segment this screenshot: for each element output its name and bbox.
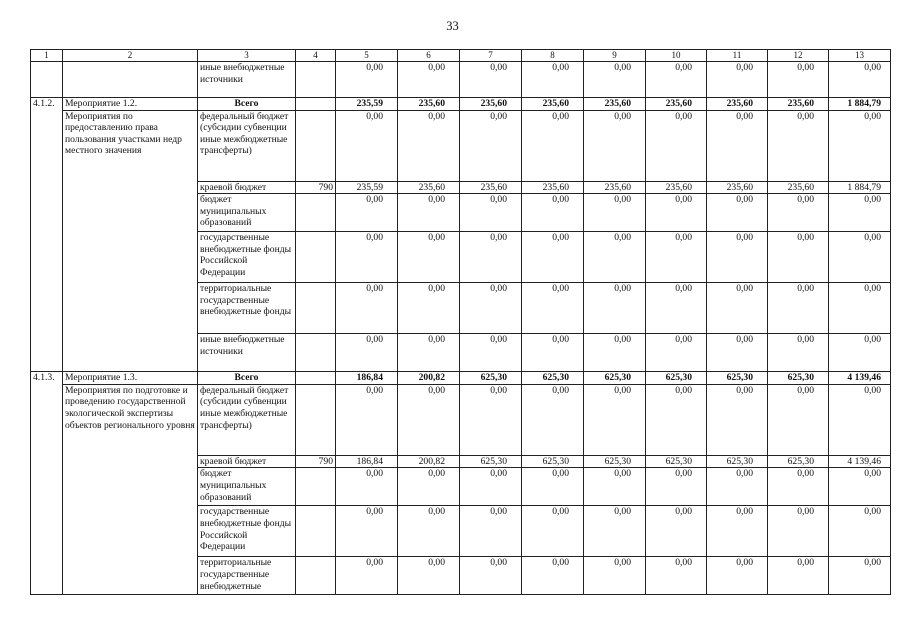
value-cell: 625,30 bbox=[460, 455, 522, 468]
value-cell: 235,60 bbox=[707, 181, 768, 194]
value-cell: 0,00 bbox=[398, 334, 460, 372]
total-row bbox=[31, 372, 891, 385]
value-cell: 0,00 bbox=[398, 110, 460, 181]
table-row bbox=[31, 334, 891, 372]
value-cell: 625,30 bbox=[522, 455, 584, 468]
value-cell: 625,30 bbox=[646, 455, 707, 468]
value-cell: 0,00 bbox=[707, 334, 768, 372]
value-cell: 0,00 bbox=[768, 232, 829, 283]
total-value-cell: 0,00 bbox=[829, 506, 891, 557]
value-cell: 0,00 bbox=[398, 506, 460, 557]
item-description-cell bbox=[63, 506, 198, 557]
value-cell: 0,00 bbox=[707, 62, 768, 98]
value-cell: 0,00 bbox=[522, 194, 584, 232]
value-cell: 235,60 bbox=[398, 181, 460, 194]
value-cell: 0,00 bbox=[646, 468, 707, 506]
budget-code-cell bbox=[296, 62, 336, 98]
table-row bbox=[31, 506, 891, 557]
value-cell: 0,00 bbox=[646, 110, 707, 181]
column-number-row bbox=[31, 50, 891, 62]
value-cell: 0,00 bbox=[460, 384, 522, 455]
value-cell: 0,00 bbox=[522, 384, 584, 455]
funding-source-cell: иные внебюджетные источники bbox=[198, 62, 296, 98]
value-cell: 0,00 bbox=[522, 506, 584, 557]
column-number-cell: 9 bbox=[584, 50, 646, 62]
value-cell: 0,00 bbox=[768, 283, 829, 334]
value-cell: 0,00 bbox=[768, 62, 829, 98]
item-description-cell bbox=[63, 455, 198, 468]
value-cell: 0,00 bbox=[460, 232, 522, 283]
table-row bbox=[31, 62, 891, 98]
value-cell: 0,00 bbox=[707, 194, 768, 232]
value-cell: 0,00 bbox=[707, 557, 768, 595]
item-code-cell bbox=[31, 455, 63, 468]
value-cell: 0,00 bbox=[336, 468, 398, 506]
funding-source-cell: федеральный бюджет (субсидии субвенции иные межбюджетные трансферты) bbox=[198, 110, 296, 181]
value-cell: 0,00 bbox=[336, 334, 398, 372]
total-value-cell: 0,00 bbox=[829, 334, 891, 372]
item-code-cell bbox=[31, 181, 63, 194]
value-cell: 235,60 bbox=[398, 98, 460, 111]
column-number-cell: 11 bbox=[707, 50, 768, 62]
budget-code-cell bbox=[296, 372, 336, 385]
item-code-cell bbox=[31, 283, 63, 334]
value-cell: 0,00 bbox=[768, 468, 829, 506]
value-cell: 235,60 bbox=[460, 98, 522, 111]
value-cell: 0,00 bbox=[646, 232, 707, 283]
item-code-cell bbox=[31, 232, 63, 283]
value-cell: 0,00 bbox=[707, 110, 768, 181]
value-cell: 0,00 bbox=[336, 110, 398, 181]
item-code-cell bbox=[31, 110, 63, 181]
item-code-cell bbox=[31, 557, 63, 595]
value-cell: 200,82 bbox=[398, 455, 460, 468]
value-cell: 625,30 bbox=[460, 372, 522, 385]
value-cell: 0,00 bbox=[646, 557, 707, 595]
value-cell: 235,60 bbox=[522, 98, 584, 111]
item-description-cell: Мероприятие 1.2. bbox=[63, 98, 198, 111]
value-cell: 0,00 bbox=[336, 557, 398, 595]
item-code-cell bbox=[31, 468, 63, 506]
column-number-cell: 12 bbox=[768, 50, 829, 62]
page-number: 33 bbox=[446, 19, 459, 33]
value-cell: 0,00 bbox=[336, 62, 398, 98]
value-cell: 625,30 bbox=[768, 455, 829, 468]
funding-source-cell: государственные внебюджетные фонды Российской Федерации bbox=[198, 506, 296, 557]
budget-code-cell: 790 bbox=[296, 181, 336, 194]
item-description-cell bbox=[63, 557, 198, 595]
column-number-cell: 4 bbox=[296, 50, 336, 62]
value-cell: 235,60 bbox=[707, 98, 768, 111]
funding-source-cell: краевой бюджет bbox=[198, 181, 296, 194]
table-row bbox=[31, 468, 891, 506]
funding-source-cell: Всего bbox=[198, 98, 296, 111]
funding-source-cell: территориальные государственные внебюджетные фонды bbox=[198, 283, 296, 334]
column-number-cell: 8 bbox=[522, 50, 584, 62]
total-value-cell: 4 139,46 bbox=[829, 372, 891, 385]
value-cell: 235,59 bbox=[336, 98, 398, 111]
budget-code-cell bbox=[296, 557, 336, 595]
column-number-cell: 3 bbox=[198, 50, 296, 62]
column-number-cell: 5 bbox=[336, 50, 398, 62]
value-cell: 0,00 bbox=[336, 232, 398, 283]
value-cell: 0,00 bbox=[460, 194, 522, 232]
column-number-cell: 1 bbox=[31, 50, 63, 62]
funding-source-cell: Всего bbox=[198, 372, 296, 385]
table-row bbox=[31, 455, 891, 468]
value-cell: 0,00 bbox=[522, 110, 584, 181]
funding-source-cell: иные внебюджетные источники bbox=[198, 334, 296, 372]
value-cell: 235,60 bbox=[768, 98, 829, 111]
column-number-cell: 7 bbox=[460, 50, 522, 62]
value-cell: 186,84 bbox=[336, 455, 398, 468]
item-description-cell: Мероприятие 1.3. bbox=[63, 372, 198, 385]
value-cell: 0,00 bbox=[584, 62, 646, 98]
item-description-cell bbox=[63, 283, 198, 334]
value-cell: 0,00 bbox=[336, 283, 398, 334]
funding-source-cell: бюджет муниципальных образований bbox=[198, 468, 296, 506]
funding-source-cell: федеральный бюджет (субсидии субвенции иные межбюджетные трансферты) bbox=[198, 384, 296, 455]
budget-table bbox=[30, 49, 891, 595]
value-cell: 0,00 bbox=[460, 110, 522, 181]
value-cell: 0,00 bbox=[460, 506, 522, 557]
item-description-cell: Мероприятия по подготовке и проведению государственной экологической экспертизы объектов регионального уровня bbox=[63, 384, 198, 455]
total-value-cell: 0,00 bbox=[829, 384, 891, 455]
value-cell: 0,00 bbox=[398, 232, 460, 283]
value-cell: 0,00 bbox=[398, 468, 460, 506]
value-cell: 235,60 bbox=[522, 181, 584, 194]
total-value-cell: 0,00 bbox=[829, 62, 891, 98]
total-value-cell: 4 139,46 bbox=[829, 455, 891, 468]
value-cell: 625,30 bbox=[707, 455, 768, 468]
value-cell: 235,60 bbox=[768, 181, 829, 194]
value-cell: 0,00 bbox=[768, 557, 829, 595]
value-cell: 0,00 bbox=[646, 283, 707, 334]
value-cell: 625,30 bbox=[768, 372, 829, 385]
value-cell: 200,82 bbox=[398, 372, 460, 385]
value-cell: 625,30 bbox=[707, 372, 768, 385]
budget-code-cell bbox=[296, 232, 336, 283]
item-code-cell bbox=[31, 506, 63, 557]
table-row bbox=[31, 384, 891, 455]
item-code-cell bbox=[31, 384, 63, 455]
table-row bbox=[31, 194, 891, 232]
item-description-cell bbox=[63, 181, 198, 194]
table-row bbox=[31, 232, 891, 283]
budget-code-cell bbox=[296, 506, 336, 557]
value-cell: 0,00 bbox=[768, 110, 829, 181]
item-description-cell bbox=[63, 62, 198, 98]
value-cell: 625,30 bbox=[646, 372, 707, 385]
value-cell: 0,00 bbox=[398, 557, 460, 595]
value-cell: 0,00 bbox=[522, 232, 584, 283]
value-cell: 0,00 bbox=[398, 62, 460, 98]
total-value-cell: 0,00 bbox=[829, 110, 891, 181]
value-cell: 0,00 bbox=[522, 283, 584, 334]
total-value-cell: 0,00 bbox=[829, 194, 891, 232]
total-row bbox=[31, 98, 891, 111]
item-description-cell: Мероприятия по предоставлению права пользования участками недр местного значения bbox=[63, 110, 198, 181]
value-cell: 186,84 bbox=[336, 372, 398, 385]
value-cell: 0,00 bbox=[584, 334, 646, 372]
value-cell: 0,00 bbox=[584, 283, 646, 334]
value-cell: 0,00 bbox=[646, 62, 707, 98]
total-value-cell: 0,00 bbox=[829, 557, 891, 595]
value-cell: 0,00 bbox=[584, 557, 646, 595]
item-code-cell: 4.1.3. bbox=[31, 372, 63, 385]
value-cell: 625,30 bbox=[584, 455, 646, 468]
item-code-cell bbox=[31, 62, 63, 98]
value-cell: 0,00 bbox=[522, 557, 584, 595]
column-number-cell: 10 bbox=[646, 50, 707, 62]
table-row bbox=[31, 181, 891, 194]
budget-code-cell bbox=[296, 98, 336, 111]
value-cell: 625,30 bbox=[584, 372, 646, 385]
item-description-cell bbox=[63, 334, 198, 372]
item-code-cell: 4.1.2. bbox=[31, 98, 63, 111]
value-cell: 0,00 bbox=[707, 384, 768, 455]
value-cell: 0,00 bbox=[522, 62, 584, 98]
value-cell: 0,00 bbox=[646, 194, 707, 232]
value-cell: 235,60 bbox=[584, 98, 646, 111]
item-code-cell bbox=[31, 194, 63, 232]
budget-code-cell bbox=[296, 468, 336, 506]
value-cell: 0,00 bbox=[398, 283, 460, 334]
total-value-cell: 0,00 bbox=[829, 468, 891, 506]
funding-source-cell: бюджет муниципальных образований bbox=[198, 194, 296, 232]
value-cell: 0,00 bbox=[398, 384, 460, 455]
value-cell: 0,00 bbox=[707, 232, 768, 283]
item-description-cell bbox=[63, 232, 198, 283]
value-cell: 0,00 bbox=[768, 384, 829, 455]
value-cell: 0,00 bbox=[707, 283, 768, 334]
column-number-cell: 2 bbox=[63, 50, 198, 62]
budget-code-cell bbox=[296, 283, 336, 334]
value-cell: 0,00 bbox=[584, 384, 646, 455]
budget-code-cell bbox=[296, 384, 336, 455]
value-cell: 235,60 bbox=[460, 181, 522, 194]
value-cell: 0,00 bbox=[460, 334, 522, 372]
item-description-cell bbox=[63, 468, 198, 506]
value-cell: 0,00 bbox=[646, 506, 707, 557]
column-number-cell: 13 bbox=[829, 50, 891, 62]
value-cell: 0,00 bbox=[522, 334, 584, 372]
total-value-cell: 1 884,79 bbox=[829, 181, 891, 194]
table-row bbox=[31, 283, 891, 334]
value-cell: 0,00 bbox=[460, 468, 522, 506]
value-cell: 0,00 bbox=[584, 506, 646, 557]
value-cell: 0,00 bbox=[460, 283, 522, 334]
value-cell: 0,00 bbox=[707, 506, 768, 557]
budget-code-cell bbox=[296, 334, 336, 372]
funding-source-cell: краевой бюджет bbox=[198, 455, 296, 468]
value-cell: 625,30 bbox=[522, 372, 584, 385]
value-cell: 0,00 bbox=[646, 384, 707, 455]
total-value-cell: 0,00 bbox=[829, 283, 891, 334]
value-cell: 0,00 bbox=[522, 468, 584, 506]
value-cell: 235,59 bbox=[336, 181, 398, 194]
table-row bbox=[31, 557, 891, 595]
value-cell: 0,00 bbox=[768, 194, 829, 232]
value-cell: 0,00 bbox=[768, 334, 829, 372]
item-description-cell bbox=[63, 194, 198, 232]
value-cell: 0,00 bbox=[707, 468, 768, 506]
value-cell: 0,00 bbox=[646, 334, 707, 372]
funding-source-cell: государственные внебюджетные фонды Российской Федерации bbox=[198, 232, 296, 283]
value-cell: 235,60 bbox=[646, 98, 707, 111]
value-cell: 0,00 bbox=[336, 506, 398, 557]
value-cell: 0,00 bbox=[398, 194, 460, 232]
column-number-cell: 6 bbox=[398, 50, 460, 62]
value-cell: 0,00 bbox=[584, 468, 646, 506]
budget-code-cell: 790 bbox=[296, 455, 336, 468]
value-cell: 0,00 bbox=[584, 194, 646, 232]
value-cell: 235,60 bbox=[646, 181, 707, 194]
funding-source-cell: территориальные государственные внебюджетные bbox=[198, 557, 296, 595]
total-value-cell: 1 884,79 bbox=[829, 98, 891, 111]
value-cell: 0,00 bbox=[336, 194, 398, 232]
value-cell: 0,00 bbox=[460, 557, 522, 595]
value-cell: 235,60 bbox=[584, 181, 646, 194]
item-code-cell bbox=[31, 334, 63, 372]
value-cell: 0,00 bbox=[336, 384, 398, 455]
value-cell: 0,00 bbox=[584, 232, 646, 283]
value-cell: 0,00 bbox=[768, 506, 829, 557]
total-value-cell: 0,00 bbox=[829, 232, 891, 283]
value-cell: 0,00 bbox=[460, 62, 522, 98]
table-row bbox=[31, 110, 891, 181]
budget-code-cell bbox=[296, 194, 336, 232]
value-cell: 0,00 bbox=[584, 110, 646, 181]
budget-code-cell bbox=[296, 110, 336, 181]
